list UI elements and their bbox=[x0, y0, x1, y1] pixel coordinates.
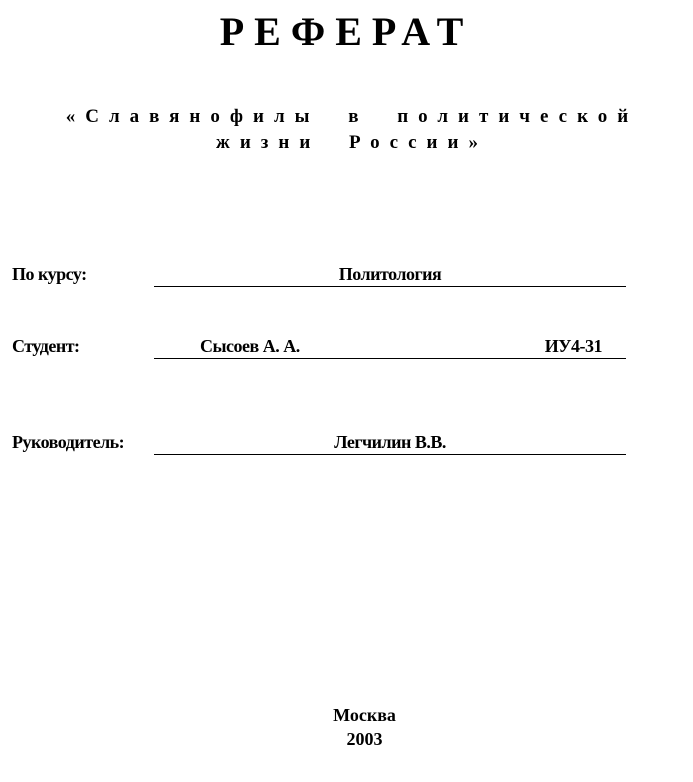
supervisor-label: Руководитель: bbox=[12, 432, 125, 452]
city: Москва bbox=[333, 705, 396, 725]
student-field bbox=[154, 334, 626, 359]
document-title: РЕФЕРАТ bbox=[219, 9, 474, 54]
student-group: ИУ4-31 bbox=[544, 336, 602, 356]
year: 2003 bbox=[346, 729, 383, 749]
student-label: Студент: bbox=[12, 336, 80, 356]
course-label: По курсу: bbox=[12, 264, 87, 284]
supervisor-name: Легчилин В.В. bbox=[334, 432, 446, 452]
document-topic: «Славянофилы в политической жизни России» bbox=[65, 106, 639, 153]
course-value: Политология bbox=[338, 264, 442, 284]
course-row bbox=[12, 262, 632, 290]
student-row bbox=[12, 334, 632, 362]
supervisor-field bbox=[154, 430, 626, 455]
student-name: Сысоев А. А. bbox=[200, 336, 300, 356]
course-field bbox=[154, 262, 626, 287]
supervisor-row bbox=[12, 430, 632, 458]
